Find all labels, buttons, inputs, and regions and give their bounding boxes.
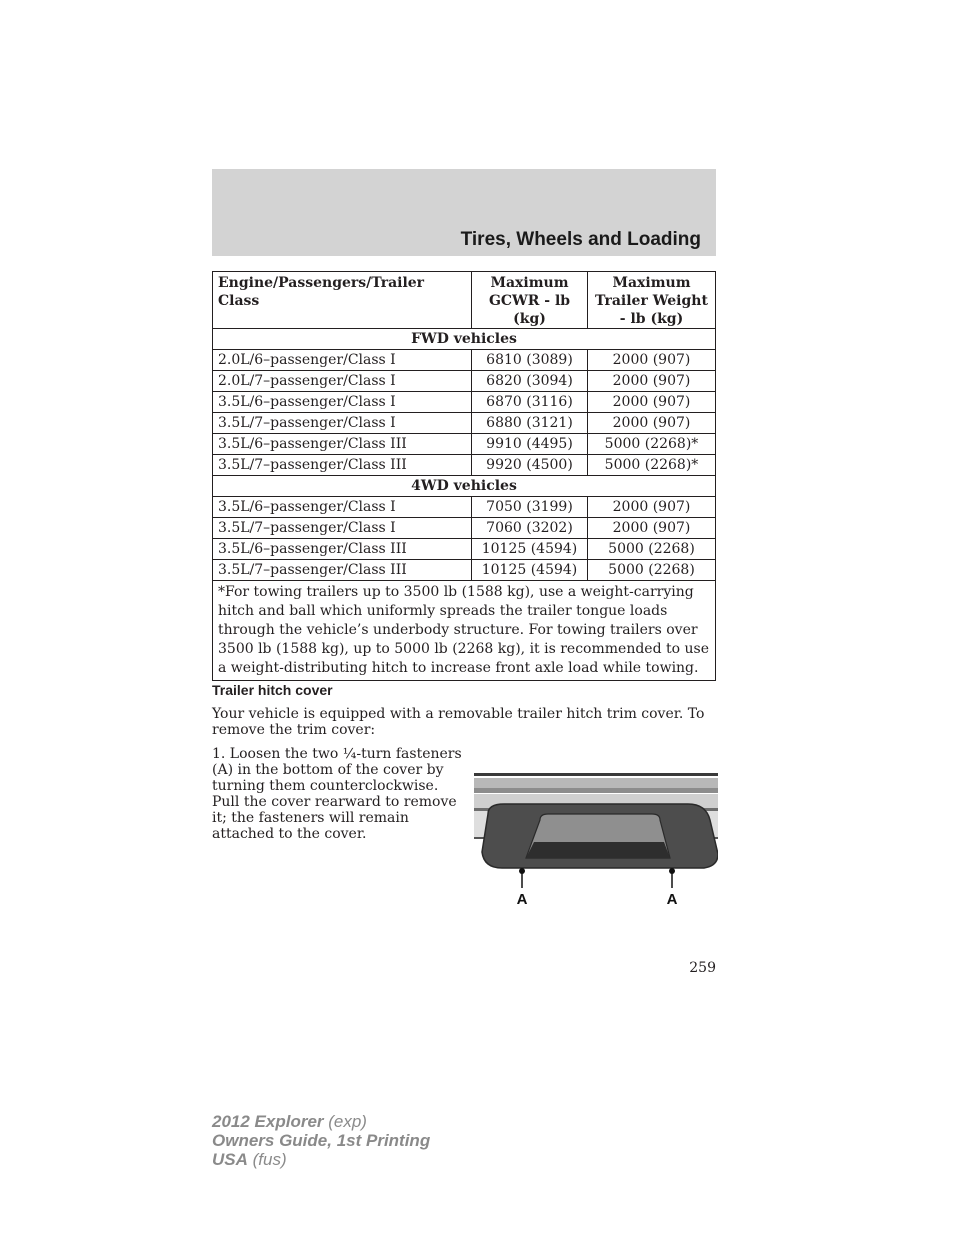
column-header-gcwr: Maximum GCWR - lb (kg) xyxy=(472,272,588,329)
section-row-fwd xyxy=(213,329,716,350)
table-row xyxy=(213,518,716,539)
towing-capacity-table xyxy=(212,271,716,681)
gcwr-cell: 9920 (4500) xyxy=(472,455,588,476)
table-footnote-row xyxy=(213,581,716,681)
engine-cell: 3.5L/7–passenger/Class III xyxy=(213,560,472,581)
hitch-cover-illustration xyxy=(474,770,718,910)
table-row xyxy=(213,455,716,476)
engine-cell: 3.5L/7–passenger/Class I xyxy=(213,518,472,539)
engine-cell: 3.5L/7–passenger/Class III xyxy=(213,455,472,476)
table-footnote: *For towing trailers up to 3500 lb (1588 kg), use a weight-carrying hitch and ball which uniformly spreads the trailer tongue loads through the vehicle’s underbody structure. For towing trailers over 3500 lb (1588 kg), up to 5000 lb (2268 kg), it is recommended to use a weight-distributing hitch to increase front axle load while towing. xyxy=(213,581,716,681)
engine-cell: 3.5L/7–passenger/Class I xyxy=(213,413,472,434)
engine-cell: 2.0L/6–passenger/Class I xyxy=(213,350,472,371)
trailer-weight-cell: 5000 (2268) xyxy=(588,539,716,560)
bumper-top-edge xyxy=(474,773,718,776)
gcwr-cell: 7060 (3202) xyxy=(472,518,588,539)
table-row xyxy=(213,413,716,434)
gcwr-cell: 10125 (4594) xyxy=(472,539,588,560)
gcwr-cell: 9910 (4495) xyxy=(472,434,588,455)
table-row xyxy=(213,392,716,413)
table-header-row xyxy=(213,272,716,329)
table-row xyxy=(213,434,716,455)
engine-cell: 3.5L/6–passenger/Class I xyxy=(213,392,472,413)
table-row xyxy=(213,539,716,560)
section-label: 4WD vehicles xyxy=(213,476,716,497)
trailer-weight-cell: 2000 (907) xyxy=(588,413,716,434)
bumper-band-upper xyxy=(474,778,718,788)
callout-label-left: A xyxy=(516,891,528,908)
column-header-engine: Engine/Passengers/Trailer Class xyxy=(213,272,472,329)
footer-line-2: Owners Guide, 1st Printing xyxy=(212,1131,431,1150)
trailer-weight-cell: 2000 (907) xyxy=(588,350,716,371)
section-heading: Trailer hitch cover xyxy=(212,682,333,698)
gcwr-cell: 7050 (3199) xyxy=(472,497,588,518)
hitch-opening xyxy=(526,842,670,858)
table-row xyxy=(213,497,716,518)
section-row-4wd xyxy=(213,476,716,497)
engine-cell: 3.5L/6–passenger/Class I xyxy=(213,497,472,518)
page-number: 259 xyxy=(689,960,716,976)
trailer-weight-cell: 2000 (907) xyxy=(588,371,716,392)
trailer-weight-cell: 2000 (907) xyxy=(588,518,716,539)
trailer-weight-cell: 2000 (907) xyxy=(588,392,716,413)
trailer-weight-cell: 5000 (2268)* xyxy=(588,434,716,455)
engine-cell: 3.5L/6–passenger/Class III xyxy=(213,434,472,455)
gcwr-cell: 6870 (3116) xyxy=(472,392,588,413)
footer-line-1: 2012 Explorer (exp) xyxy=(212,1112,367,1131)
engine-cell: 3.5L/6–passenger/Class III xyxy=(213,539,472,560)
trailer-weight-cell: 2000 (907) xyxy=(588,497,716,518)
table-row xyxy=(213,560,716,581)
gcwr-cell: 6880 (3121) xyxy=(472,413,588,434)
column-header-trailer-weight: Maximum Trailer Weight - lb (kg) xyxy=(588,272,716,329)
gcwr-cell: 6820 (3094) xyxy=(472,371,588,392)
gcwr-cell: 10125 (4594) xyxy=(472,560,588,581)
bumper-band-mid xyxy=(474,788,718,793)
footer-line-3: USA (fus) xyxy=(212,1150,287,1169)
page-title: Tires, Wheels and Loading xyxy=(460,229,701,250)
engine-cell: 2.0L/7–passenger/Class I xyxy=(213,371,472,392)
trailer-weight-cell: 5000 (2268)* xyxy=(588,455,716,476)
step-1-paragraph: 1. Loosen the two ¼-turn fasteners (A) in the bottom of the cover by turning them counterclockwise. Pull the cover rearward to remove it; the fasteners will remain attached to the cover. xyxy=(212,746,462,842)
document-footer xyxy=(212,1112,430,1169)
trailer-weight-cell: 5000 (2268) xyxy=(588,560,716,581)
table-row xyxy=(213,371,716,392)
table-row xyxy=(213,350,716,371)
gcwr-cell: 6810 (3089) xyxy=(472,350,588,371)
section-label: FWD vehicles xyxy=(213,329,716,350)
intro-paragraph: Your vehicle is equipped with a removable trailer hitch trim cover. To remove the trim cover: xyxy=(212,706,705,738)
section-header-band xyxy=(212,169,716,256)
callout-label-right: A xyxy=(666,891,678,908)
